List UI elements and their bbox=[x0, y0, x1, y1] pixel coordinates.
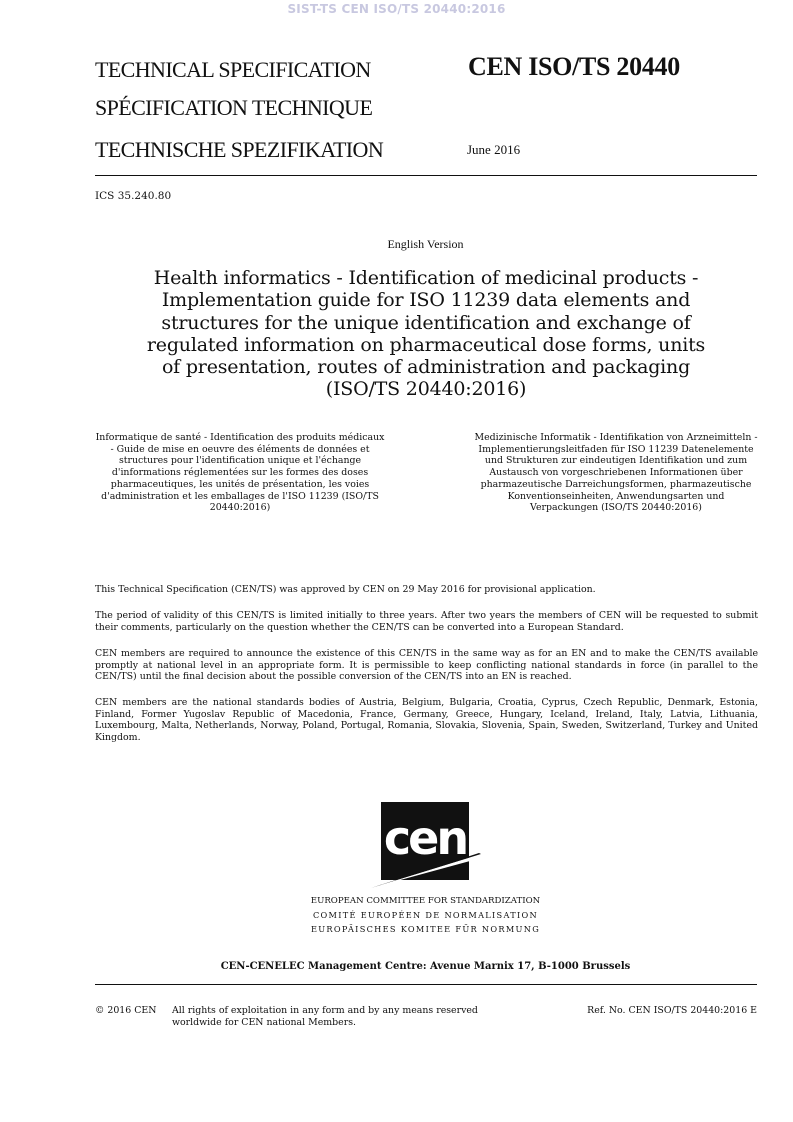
header-divider bbox=[95, 175, 757, 176]
rights-statement: All rights of exploitation in any form and by any means reserved worldwide for CEN national Members. bbox=[172, 1005, 478, 1028]
french-title: Informatique de santé - Identification des produits médicaux - Guide de mise en oeuvre des éléments de données et structures pour l'identification unique et l'échange d'informations réglementées sur les formes des doses pharmaceutiques, les unités de présentation, les voies d'administration et les emballages de l'ISO 11239 (ISO/TS 20440:2016) bbox=[95, 432, 385, 514]
members-paragraph: CEN members are the national standards bodies of Austria, Belgium, Bulgaria, Croatia, Cyprus, Czech Republic, Denmark, Estonia, Finland, Former Yugoslav Republic of Macedonia, France, Germany, Greece, Hungary, Iceland, Ireland, Italy, Latvia, Lithuania, Luxembourg, Malta, Netherlands, Norway, Poland, Portugal, Romania, Slovakia, Slovenia, Spain, Sweden, Switzerland, Turkey and United Kingdom. bbox=[95, 697, 758, 743]
spec-title-de: TECHNISCHE SPEZIFIKATION bbox=[95, 137, 384, 162]
cen-logo-text: cen bbox=[383, 811, 467, 865]
watermark: SIST-TS CEN ISO/TS 20440:2016 bbox=[287, 2, 506, 16]
org-name-fr: COMITÉ EUROPÉEN DE NORMALISATION bbox=[312, 910, 538, 920]
cen-logo bbox=[371, 802, 483, 890]
spec-title-fr: SPÉCIFICATION TECHNIQUE bbox=[95, 95, 373, 120]
management-centre: CEN-CENELEC Management Centre: Avenue Marnix 17, B-1000 Brussels bbox=[220, 961, 631, 972]
english-version-label: English Version bbox=[387, 237, 464, 251]
org-name-en: EUROPEAN COMMITTEE FOR STANDARDIZATION bbox=[310, 896, 541, 906]
document-number: CEN ISO/TS 20440 bbox=[468, 52, 680, 81]
publication-date: June 2016 bbox=[467, 142, 521, 157]
footer-divider bbox=[95, 984, 757, 985]
reference-number: Ref. No. CEN ISO/TS 20440:2016 E bbox=[587, 1005, 757, 1016]
org-name-de: EUROPÄISCHES KOMITEE FÜR NORMUNG bbox=[310, 924, 541, 934]
copyright: © 2016 CEN bbox=[95, 1005, 157, 1016]
announcement-paragraph: CEN members are required to announce the existence of this CEN/TS in the same way as for an EN and to make the CEN/TS available promptly at national level in an appropriate form. It is permissible to keep conflicting national standards in force (in parallel to the CEN/TS) until the final decision about the possible conversion of the CEN/TS into an EN is reached. bbox=[95, 648, 758, 683]
spec-title-en: TECHNICAL SPECIFICATION bbox=[95, 57, 371, 82]
main-title: Health informatics - Identification of medicinal products - Implementation guide for ISO 11239 data elements and structures for the unique identification and exchange of regulated information on pharmaceutical dose forms, units of presentation, routes of administration and packaging (ISO/TS 20440:2016) bbox=[146, 267, 706, 401]
german-title: Medizinische Informatik - Identifikation von Arzneimitteln - Implementierungsleitfaden für ISO 11239 Datenelemente und Strukturen zur eindeutigen Identifikation und zum Austausch von vorgeschriebenen Informationen über pharmazeutische Darreichungsformen, pharmazeutische Konventionseinheiten, Anwendungsarten und Verpackungen (ISO/TS 20440:2016) bbox=[474, 432, 758, 514]
ics-code: ICS 35.240.80 bbox=[95, 190, 172, 202]
approval-paragraph: This Technical Specification (CEN/TS) was approved by CEN on 29 May 2016 for provisional application. bbox=[95, 584, 596, 595]
validity-paragraph: The period of validity of this CEN/TS is limited initially to three years. After two years the members of CEN will be requested to submit their comments, particularly on the question whether the CEN/TS can be converted into a European Standard. bbox=[95, 610, 758, 633]
